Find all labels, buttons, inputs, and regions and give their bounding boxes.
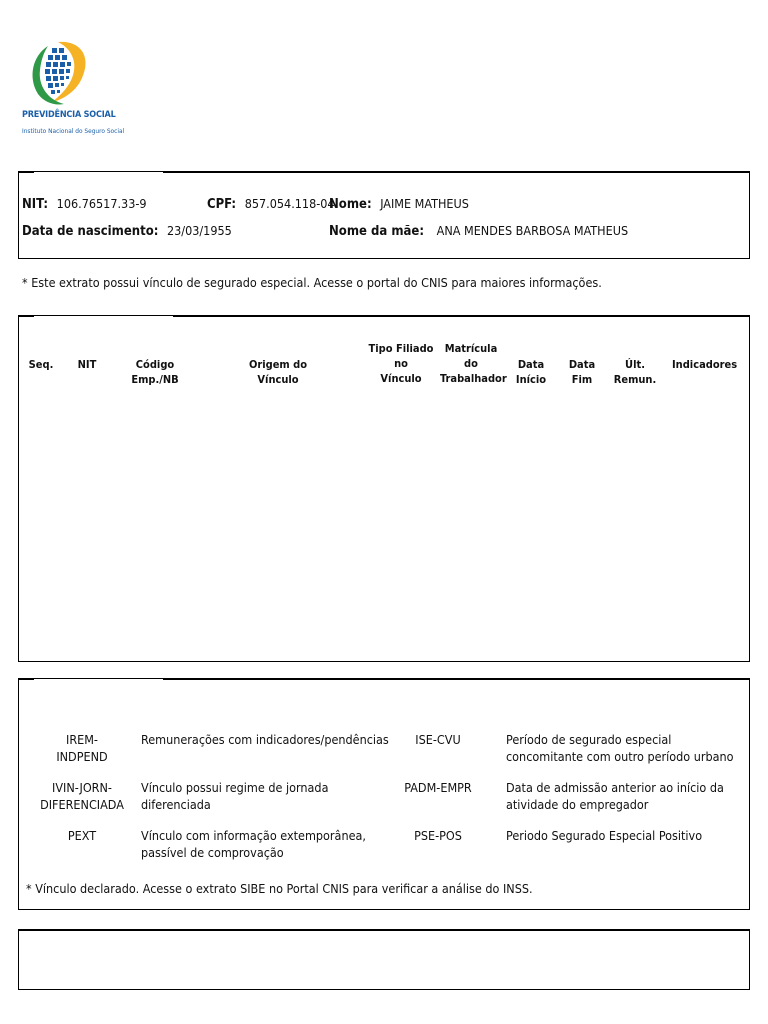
- nome-field: [329, 193, 469, 212]
- segurado-especial-notice: * Este extrato possui vínculo de segurado especial. Acesse o portal do CNIS para maiores informações.: [22, 275, 602, 290]
- bottom-top-line: [18, 929, 750, 931]
- header-tipo-line2: Vínculo: [380, 372, 422, 385]
- mae-value: ANA MENDES BARBOSA MATHEUS: [436, 223, 629, 238]
- logo-green-arc: [33, 46, 64, 105]
- legend-code-ivin: IVIN-JORN- DIFERENCIADA: [40, 780, 124, 812]
- nit-value: 106.76517.33-9: [56, 196, 147, 211]
- legend-desc-pse: Periodo Segurado Especial Positivo: [506, 828, 703, 843]
- header-matricula-line2: Trabalhador: [440, 372, 507, 385]
- mae-field: [329, 220, 628, 239]
- header-codigo: Código Emp./NB: [131, 358, 179, 386]
- header-nit: NIT: [77, 358, 97, 371]
- legend-desc-ise: Período de segurado especial concomitante com outro período urbano: [506, 732, 734, 764]
- nit-field: [22, 193, 147, 212]
- vinculos-tab-line: [173, 315, 750, 317]
- logo-title: PREVIDÊNCIA SOCIAL: [22, 110, 116, 120]
- identification-box: [18, 171, 750, 259]
- nome-value: JAIME MATHEUS: [380, 196, 469, 211]
- cpf-field: [207, 193, 335, 212]
- logo-subtitle: Instituto Nacional do Seguro Social: [22, 127, 125, 135]
- legend-desc-ivin: Vínculo possui regime de jornada diferenciada: [141, 780, 329, 812]
- nome-label: Nome:: [329, 197, 372, 212]
- legend-code-padm: PADM-EMPR: [404, 780, 472, 795]
- legend-code-ise: ISE-CVU: [415, 732, 461, 747]
- header-tipo-line1: Tipo Filiado no: [368, 342, 434, 370]
- legend-code-pext: PEXT: [67, 828, 97, 843]
- nascimento-value: 23/03/1955: [166, 223, 232, 238]
- header-data-inicio: Data Início: [515, 358, 547, 386]
- legend-tab-line: [163, 678, 750, 680]
- legend-desc-padm: Data de admissão anterior ao início da atividade do empregador: [506, 780, 724, 812]
- nascimento-label: Data de nascimento:: [22, 224, 159, 239]
- legend-footnote: * Vínculo declarado. Acesse o extrato SIBE no Portal CNIS para verificar a análise do INSS.: [26, 881, 533, 896]
- header-indicadores: Indicadores: [672, 358, 738, 371]
- header-tipo-filiado: [366, 341, 436, 386]
- nascimento-field: [22, 220, 232, 239]
- header-data-fim: Data Fim: [568, 358, 596, 386]
- legend-tab-stub: [18, 678, 34, 680]
- header-ult-remun: Últ. Remun.: [613, 358, 657, 386]
- mae-label: Nome da mãe:: [329, 224, 425, 239]
- cpf-value: 857.054.118-04: [244, 196, 335, 211]
- bottom-box: [18, 929, 750, 990]
- identification-tab-line: [163, 171, 750, 173]
- cpf-label: CPF:: [207, 197, 237, 212]
- legend-desc-irem: Remunerações com indicadores/pendências: [141, 732, 389, 747]
- legend-desc-pext: Vínculo com informação extemporânea, passível de comprovação: [141, 828, 366, 860]
- nit-label: NIT:: [22, 197, 49, 212]
- header-seq: Seq.: [28, 358, 54, 371]
- header-origem: Origem do Vínculo: [248, 358, 308, 386]
- identification-tab-stub: [18, 171, 34, 173]
- legend-code-pse: PSE-POS: [414, 828, 462, 843]
- header-matricula: [440, 341, 507, 386]
- vinculos-tab-stub: [18, 315, 34, 317]
- legend-code-irem: IREM-INDPEND: [56, 732, 108, 764]
- header-matricula-line1: Matrícula do: [444, 342, 498, 370]
